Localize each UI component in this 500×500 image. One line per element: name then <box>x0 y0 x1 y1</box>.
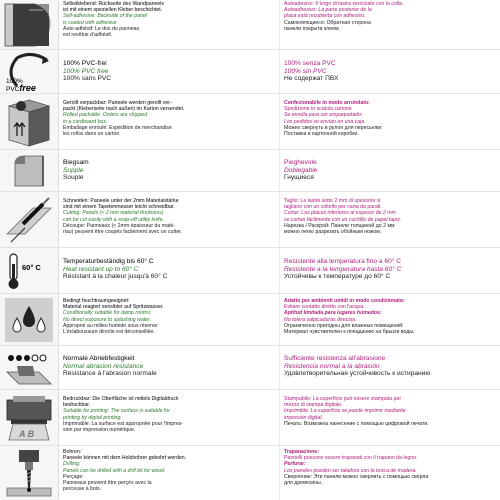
text-ru: Сверление: Эти панели можно сверлить с помощью сверла <box>284 473 429 480</box>
text-fr: Imprimable: La surface est appropriée pour l'impres- <box>63 420 184 427</box>
text-es: Aptitud limitada para lugares húmedos: <box>284 310 382 317</box>
property-text-left <box>59 248 279 293</box>
text-de: Gerollt verpackbar: Paneele werden gerollt ver- <box>63 100 172 106</box>
printer-icon <box>0 390 59 445</box>
text-en: Rolled packable: Orders are shipped <box>63 112 148 119</box>
property-text-left <box>59 94 279 149</box>
property-row-printing <box>0 390 500 446</box>
text-fr: Perçage: <box>63 473 84 480</box>
text-it: Sufficiente resistenza all'abrasione <box>284 355 386 362</box>
text-de: Schneiden: Paneele unter der 2mm Materialstärke <box>63 198 179 204</box>
text-en: Normal abrasion resistance <box>63 362 144 370</box>
property-row-pvc-free <box>0 50 500 94</box>
text-it: Trapanazione: <box>284 449 319 455</box>
text-ru: Устойчивы к температуре до 60° C <box>284 273 391 281</box>
property-text-right <box>279 0 500 49</box>
text-en: Supple <box>63 166 84 174</box>
property-text-left <box>59 294 279 345</box>
thermometer-icon <box>0 248 59 293</box>
text-en: Self-adhesive: Backside of the panel <box>63 13 147 20</box>
text-en: Conditionally suitable for damp rooms: <box>63 310 152 317</box>
bendable-panel-icon <box>0 150 59 191</box>
text-it: Spedizione in scatola cartone <box>284 106 352 113</box>
text-es: No tolera salpicaduras directas. <box>284 316 357 323</box>
text-en: is coated with adhesive <box>63 19 117 26</box>
text-de: Biegsam <box>63 159 89 166</box>
text-fr: 100% sans PVC <box>63 75 112 83</box>
text-fr: Emballage enroulé: Expédition de merchandise <box>63 124 172 131</box>
temperature-label: 60° C <box>22 263 41 272</box>
text-ru: Самоклеящиеся: Обратная сторона <box>284 19 371 26</box>
text-fr: les rollos dans un carton. <box>63 131 121 138</box>
text-it: mezzo di stampa digitale. <box>284 402 343 409</box>
text-it: Stampabile: La superficie può essere stampata per <box>284 396 402 402</box>
property-row-drilling <box>0 446 500 500</box>
property-text-left <box>59 390 279 445</box>
text-fr: Approprié au milieu humide sous réserve: <box>63 322 159 329</box>
property-row-rolled-packable <box>0 94 500 150</box>
text-it: Evitare contatto diretto con l'acqua. <box>284 304 365 311</box>
water-drops-icon <box>0 294 59 345</box>
text-de: bedruckbar. <box>63 402 91 409</box>
text-es: Imprimible: La superficie se puede imprimir mediante <box>284 408 406 415</box>
text-en: Drilling: <box>63 461 81 468</box>
text-it: Resistente alla temperatura fino a 60° C <box>284 258 401 265</box>
text-ru: Нарезка / Раскрой: Панели толщиной до 2 мм <box>284 222 395 229</box>
adhesive-back-icon <box>0 0 59 49</box>
property-text-right <box>279 192 500 247</box>
property-text-left <box>59 192 279 247</box>
text-fr: perceuse à bois. <box>63 486 102 493</box>
text-ru: Не содержат ПВХ <box>284 75 339 83</box>
property-text-right <box>279 390 500 445</box>
property-text-left <box>59 346 279 389</box>
text-fr: Résistance à l'abrasion normale <box>63 370 157 378</box>
property-row-bendable <box>0 150 500 192</box>
text-en: Heat resistant up to 60° C <box>63 265 139 273</box>
text-es: placa está recubierta con adhesivo. <box>284 13 366 20</box>
property-text-left <box>59 150 279 191</box>
text-ru: Поставка в картонной коробке. <box>284 131 359 138</box>
property-text-left <box>59 50 279 93</box>
text-de: Bohren: <box>63 449 82 455</box>
text-de: Bedruckbar: Die Oberfläche ist mittels Digitaldruck <box>63 396 179 402</box>
text-it: Adatto per ambienti umidi in modo condizionato: <box>284 298 405 304</box>
text-en: in a cardboard box. <box>63 118 108 125</box>
pvc-free-label: 100% PVCfree <box>6 78 36 93</box>
property-text-right <box>279 446 500 500</box>
property-text-right <box>279 346 500 389</box>
property-row-damp-rooms <box>0 294 500 346</box>
text-it: Autoadesivo: Il tergo di lastra verniciato con la colla. <box>284 1 404 7</box>
text-fr: Auto-adhésif: Le dos du panneau <box>63 25 140 32</box>
text-en: Cutting: Panels (< 2 mm material thickness) <box>63 210 164 217</box>
text-ru: Гнущиеся <box>284 174 314 182</box>
text-fr: riau) peuvent être coupés facilement avec un cutter. <box>63 229 183 236</box>
text-de: Normale Abriebfestigkeit <box>63 355 135 362</box>
text-en: No direct exposure to splashing water. <box>63 316 152 323</box>
text-es: Los paneles pueden ser taladros con la broca de madera. <box>284 467 417 474</box>
text-it: Pannelli possono essere trapanati con il trapano da legno. <box>284 455 418 462</box>
text-de: packt (Kleberseite nach außen) im Karton versendet. <box>63 106 185 113</box>
text-ru: Удовлетворительная устойчивость к истиранию <box>284 370 431 378</box>
property-text-right <box>279 94 500 149</box>
text-ru: Ограниченно пригодны для влажных помещений: <box>284 322 404 329</box>
text-fr: Découpe: Panneaux (< 2mm épaisseur du maté- <box>63 222 176 229</box>
text-fr: L'éclaboussure directe est déconseillée. <box>63 329 155 336</box>
text-de: Material reagiert sensibler auf Spritzwasser. <box>63 304 164 311</box>
text-fr: Résistant à la chaleur jusqu'à 60° C <box>63 273 168 281</box>
property-text-right <box>279 150 500 191</box>
property-text-right <box>279 50 500 93</box>
text-en: Suitable for printing: The surface is suitable for <box>63 408 170 415</box>
text-en: Panels can be drilled with a drill bit for wood. <box>63 467 166 474</box>
text-es: Resistencia normal a la abrasión <box>284 362 380 370</box>
abrasion-dots-icon <box>0 346 59 389</box>
rolled-package-icon <box>0 94 59 149</box>
text-fr: sion par impression numérique. <box>63 427 136 434</box>
property-row-cutting <box>0 192 500 248</box>
text-de: sind mit einem Tapetenmesser leicht schneidbar. <box>63 204 175 211</box>
text-de: Temperaturbeständig bis 60° C <box>63 258 154 265</box>
property-text-left <box>59 0 279 49</box>
property-row-abrasion <box>0 346 500 390</box>
text-es: Se enrolla para ser empaquetado: <box>284 112 363 119</box>
svg-text:A B: A B <box>19 428 35 439</box>
property-row-temperature <box>0 248 500 294</box>
property-text-right <box>279 294 500 345</box>
text-es: Doblegable <box>284 166 318 174</box>
text-es: Resistente a la temperatura hasta 60° C <box>284 265 402 273</box>
property-text-right <box>279 248 500 293</box>
drill-icon <box>0 446 59 500</box>
text-ru: Материал чувствителен к попаданию на брызги воды. <box>284 329 415 336</box>
text-ru: панели покрыта клеем. <box>284 25 340 32</box>
text-en: 100% PVC free <box>63 67 109 75</box>
text-de: Bedingt feuchtraumgeeignet: <box>63 298 130 304</box>
text-ru: для древесины. <box>284 480 323 487</box>
text-de: ist mit einem speziellen Kleber beschichtet. <box>63 7 163 14</box>
text-de: Selbstklebend: Rückseite des Wandpaneels <box>63 1 165 7</box>
text-es: Perforar: <box>284 461 306 468</box>
text-es: se cortan fácilmente con un cuchillo de papel tapiz. <box>284 216 402 223</box>
text-es: Cortar: Las placas inferiores al espesor de 2 mm <box>284 210 396 217</box>
text-ru: можно легко разрезать обойным ножом. <box>284 229 382 236</box>
text-es: Autoadhesivo: La parte posterior de la <box>284 7 372 14</box>
text-it: tagliano con un coltello per carta da parati. <box>284 204 382 211</box>
text-fr: est revêtue d'adhésif. <box>63 32 113 39</box>
cutting-knife-icon <box>0 192 59 247</box>
text-it: 100% senza PVC <box>284 60 336 67</box>
text-de: Paneele können mit dem Holzbohrer gebohrt werden. <box>63 455 187 462</box>
text-it: Confezionabile in modo arrotolato: <box>284 100 370 106</box>
text-ru: Печать: Возможна нанесение с помощью цифровой печати. <box>284 420 429 427</box>
text-ru: Можно свернуть в рулон для пересылки: <box>284 124 383 131</box>
text-it: Taglio: Le lastre sotto 2 mm di spessore si <box>284 198 381 204</box>
property-text-left <box>59 446 279 500</box>
text-es: 100% sin PVC <box>284 67 327 75</box>
text-en: can be cut easily with a snap-off utility knife. <box>63 216 164 223</box>
text-fr: Souple <box>63 174 84 182</box>
text-es: Los pedidos se envían en una caja <box>284 118 365 125</box>
text-fr: Panneaux peuvent être perçés avec la <box>63 480 152 487</box>
text-de: 100% PVC-frei <box>63 60 107 67</box>
pvc-free-icon <box>0 50 59 93</box>
property-row-self-adhesive <box>0 0 500 50</box>
text-it: Pieghevole <box>284 159 317 166</box>
text-es: impresión digital. <box>284 414 323 421</box>
text-en: printing by digital printing. <box>63 414 122 421</box>
